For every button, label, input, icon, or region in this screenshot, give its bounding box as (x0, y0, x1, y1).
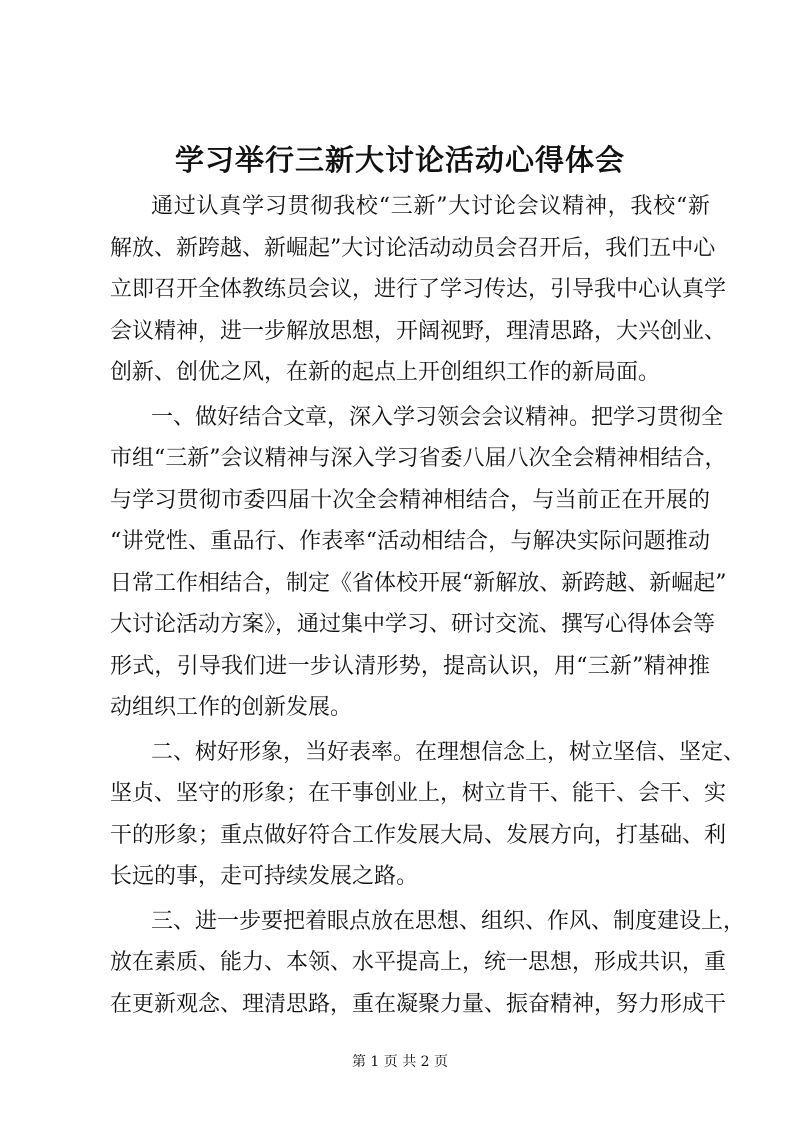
text-line: 长远的事，走可持续发展之路。 (110, 864, 419, 889)
text-line: 在更新观念、理清思路，重在凝聚力量、振奋精神，努力形成干 (110, 991, 727, 1017)
text-line: 日常工作相结合，制定《省体校开展“新解放、新跨越、新崛起” (110, 570, 727, 596)
text-line: 会议精神，进一步解放思想，开阔视野，理清思路，大兴创业、 (110, 318, 727, 344)
text-line: 干的形象；重点做好符合工作发展大局、发展方向，打基础、利 (110, 822, 727, 848)
text-line: 动组织工作的创新发展。 (110, 695, 353, 720)
text-line: 通过认真学习贯彻我校“三新”大讨论会议精神，我校“新 (151, 194, 710, 219)
text-line: 一、做好结合文章，深入学习领会会议精神。把学习贯彻全 (151, 404, 724, 430)
paragraph (110, 397, 727, 729)
page-number-footer: 第 1 页 共 2 页 (351, 1054, 449, 1070)
paragraph (110, 901, 746, 1026)
text-line: 解放、新跨越、新崛起”大讨论活动动员会召开后，我们五中心 (110, 235, 716, 261)
document-body (110, 186, 746, 1025)
text-line: 形式，引导我们进一步认清形势，提高认识，用“三新”精神推 (110, 653, 710, 679)
document-title: 学习举行三新大讨论活动心得体会 (174, 143, 625, 177)
text-line: “讲党性、重品行、作表率“活动相结合，与解决实际问题推动 (110, 529, 710, 554)
text-line: 放在素质、能力、本领、水平提高上，统一思想，形成共识，重 (110, 950, 727, 975)
text-line: 与学习贯彻市委四届十次全会精神相结合，与当前正在开展的 (110, 487, 710, 513)
text-line: 三、进一步要把着眼点放在思想、组织、作风、制度建设上， (151, 908, 746, 934)
text-line: 立即召开全体教练员会议，进行了学习传达，引导我中心认真学 (110, 277, 727, 302)
text-line: 市组“三新”会议精神与深入学习省委八届八次全会精神相结合， (110, 446, 727, 471)
text-line: 创新、创优之风，在新的起点上开创组织工作的新局面。 (110, 360, 661, 385)
paragraph (110, 186, 727, 394)
text-line: 大讨论活动方案》，通过集中学习、研讨交流、撰写心得体会等 (110, 612, 716, 637)
text-line: 坚贞、坚守的形象；在干事创业上，树立肯干、能干、会干、实 (110, 781, 727, 806)
paragraph (110, 732, 746, 898)
text-line: 二、树好形象，当好表率。在理想信念上，树立坚信、坚定、 (151, 739, 746, 765)
